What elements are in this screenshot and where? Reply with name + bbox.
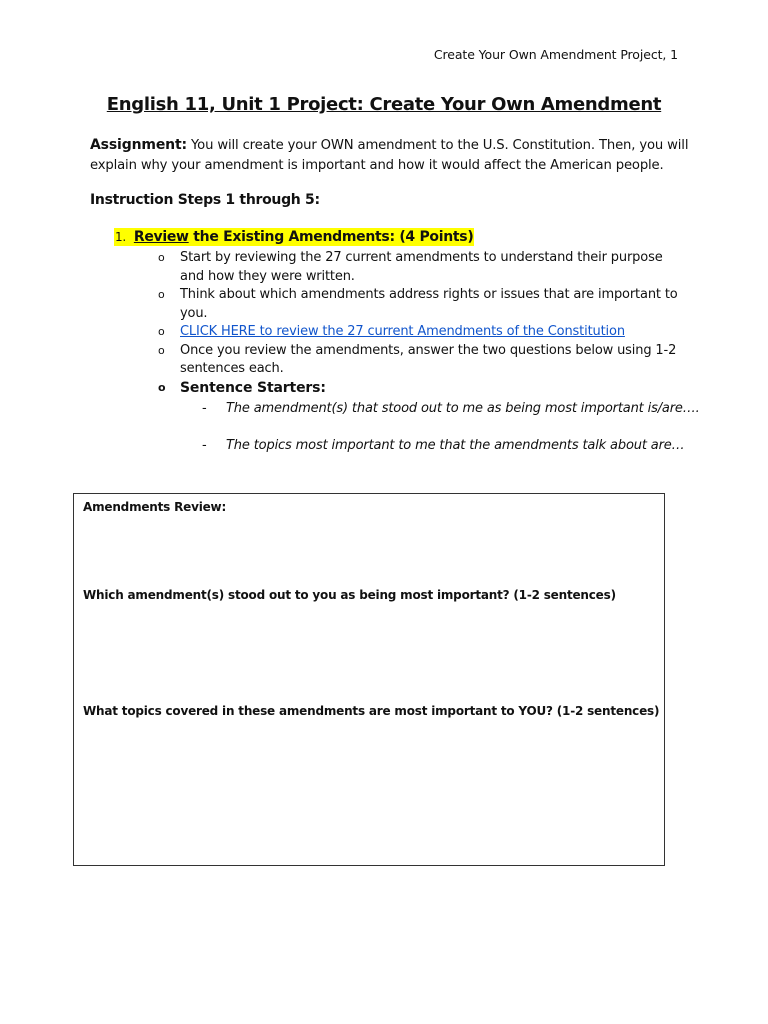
list-item <box>156 342 686 379</box>
dash-marker: - <box>202 438 207 453</box>
list-item <box>156 379 686 399</box>
list-item <box>156 323 686 342</box>
list-item <box>200 400 700 437</box>
amendments-review-box[interactable] <box>73 493 665 866</box>
sentence-starters-label: Sentence Starters: <box>180 379 326 396</box>
bullet-text: Think about which amendments address rights or issues that are important to you. <box>180 287 678 321</box>
review-question-1: Which amendment(s) stood out to you as being most important? (1-2 sentences) <box>83 588 616 602</box>
starter-text: The amendment(s) that stood out to me as being most important is/are…. <box>226 401 700 416</box>
step-1-heading <box>114 229 474 245</box>
bullet-marker: o <box>158 343 165 357</box>
bullet-marker: o <box>158 251 165 264</box>
bullet-marker: o <box>158 380 166 394</box>
steps-heading: Instruction Steps 1 through 5: <box>90 192 320 208</box>
step-1-underlined-word: Review <box>133 229 189 245</box>
bullet-marker: o <box>158 325 165 338</box>
sentence-starter-list <box>200 400 700 474</box>
step-1-highlight <box>114 228 474 246</box>
document-title: English 11, Unit 1 Project: Create Your Own Amendment <box>106 94 662 115</box>
dash-marker: - <box>202 401 207 416</box>
bullet-text: Once you review the amendments, answer the two questions below using 1-2 sentences each. <box>180 342 677 376</box>
running-head: Create Your Own Amendment Project, 1 <box>433 47 678 62</box>
amendments-link[interactable]: CLICK HERE to review the 27 current Amendments of the Constitution <box>180 324 625 339</box>
list-item <box>200 437 700 474</box>
bullet-text: Start by reviewing the 27 current amendments to understand their purpose and how they were written. <box>180 250 663 284</box>
review-box-heading: Amendments Review: <box>83 500 227 514</box>
assignment-paragraph <box>90 136 690 175</box>
list-item <box>156 249 686 286</box>
list-item <box>156 286 686 323</box>
step-1-bullet-list <box>156 249 686 398</box>
review-question-2: What topics covered in these amendments are most important to YOU? (1-2 sentences) <box>83 704 660 718</box>
assignment-label: Assignment: <box>90 137 187 153</box>
starter-text: The topics most important to me that the amendments talk about are… <box>226 438 685 453</box>
assignment-text: You will create your OWN amendment to the U.S. Constitution. Then, you will explain why your amendment is important and how it would affect the American people. <box>90 138 689 173</box>
bullet-marker: o <box>158 288 165 301</box>
step-1-rest: the Existing Amendments: (4 Points) <box>188 229 474 245</box>
step-1-number: 1. <box>115 230 126 244</box>
